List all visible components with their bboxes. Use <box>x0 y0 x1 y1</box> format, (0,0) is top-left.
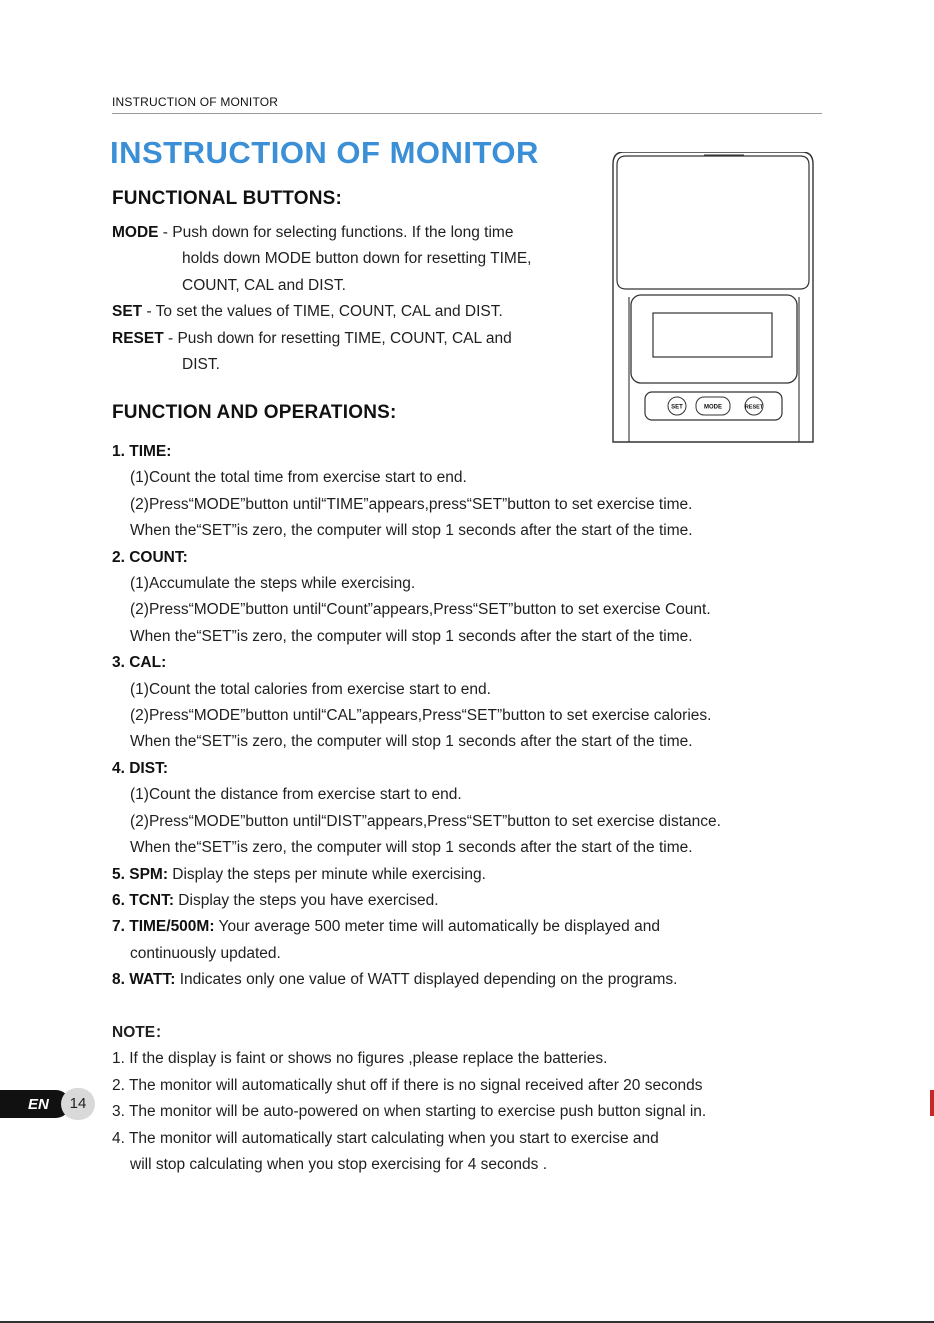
language-label: EN <box>28 1096 49 1113</box>
time500-item <box>112 914 721 940</box>
header-rule <box>112 113 822 114</box>
mode-label: MODE <box>112 224 159 241</box>
watt-label: 8. WATT: <box>112 971 176 989</box>
functional-buttons-list <box>112 220 532 378</box>
time500-label: 7. TIME/500M: <box>112 918 215 936</box>
note-item-4-cont: will stop calculating when you stop exercising for 4 seconds . <box>130 1156 547 1174</box>
cal-line-1: (1)Count the total calories from exercise start to end. <box>130 680 491 698</box>
note-item-2: 2. The monitor will automatically shut off if there is no signal received after 20 seconds <box>112 1076 703 1094</box>
running-head: INSTRUCTION OF MONITOR <box>112 95 279 109</box>
mode-description <box>112 220 532 246</box>
dist-line-1: (1)Count the distance from exercise start to end. <box>130 786 462 804</box>
set-label: SET <box>112 303 143 321</box>
reset-text-2: DIST. <box>182 356 220 374</box>
mode-text-1: - Push down for selecting functions. If the long time <box>158 224 514 241</box>
time-label: 1. TIME: <box>112 443 172 460</box>
mode-button-label: MODE <box>704 404 722 411</box>
dist-label: 4. DIST: <box>112 759 168 777</box>
dist-line-2: (2)Press“MODE”button until“DIST”appears,Press“SET”button to set exercise distance. <box>130 812 721 830</box>
dist-line-3: When the“SET”is zero, the computer will stop 1 seconds after the start of the time. <box>130 839 693 857</box>
reset-button-label: RESET <box>744 404 764 411</box>
function-operations-heading: FUNCTION AND OPERATIONS: <box>112 402 397 423</box>
reset-text-1: - Push down for resetting TIME, COUNT, CAL and <box>163 329 512 347</box>
spm-text: Display the steps per minute while exercising. <box>167 865 486 883</box>
cal-label: 3. CAL: <box>112 654 167 672</box>
set-description <box>112 299 532 325</box>
set-button-label: SET <box>671 404 683 411</box>
time-line-2: (2)Press“MODE”button until“TIME”appears,press“SET”button to set exercise time. <box>130 495 693 513</box>
edge-marker <box>930 1090 934 1116</box>
reset-description <box>112 326 532 352</box>
cal-line-3: When the“SET”is zero, the computer will stop 1 seconds after the start of the time. <box>130 733 693 751</box>
time500-text: Your average 500 meter time will automatically be displayed and <box>214 918 660 936</box>
count-line-1: (1)Accumulate the steps while exercising. <box>130 575 416 593</box>
mode-text-3: COUNT, CAL and DIST. <box>182 276 346 294</box>
set-text-1: - To set the values of TIME, COUNT, CAL and DIST. <box>142 303 503 321</box>
note-item-1: 1. If the display is faint or shows no figures ,please replace the batteries. <box>112 1050 608 1068</box>
functional-buttons-heading: FUNCTIONAL BUTTONS: <box>112 188 343 209</box>
count-line-2: (2)Press“MODE”button until“Count”appears,Press“SET”button to set exercise Count. <box>130 601 711 619</box>
count-line-3: When the“SET”is zero, the computer will stop 1 seconds after the start of the time. <box>130 627 693 645</box>
page-number: 14 <box>69 1095 87 1112</box>
tcnt-item <box>112 888 721 914</box>
note-item-3: 3. The monitor will be auto-powered on when starting to exercise push button signal in. <box>112 1103 707 1121</box>
cal-line-2: (2)Press“MODE”button until“CAL”appears,Press“SET”button to set exercise calories. <box>130 707 712 725</box>
watt-text: Indicates only one value of WATT displayed depending on the programs. <box>175 971 678 989</box>
count-label: 2. COUNT: <box>112 548 188 566</box>
spm-item <box>112 862 721 888</box>
page-tab <box>0 1088 96 1120</box>
note-item-4: 4. The monitor will automatically start calculating when you start to exercise and <box>112 1129 659 1147</box>
spm-label: 5. SPM: <box>112 865 168 883</box>
time-line-3: When the“SET”is zero, the computer will stop 1 seconds after the start of the time. <box>130 522 693 540</box>
function-operations-list <box>112 439 721 994</box>
page-title: INSTRUCTION OF MONITOR <box>110 135 539 170</box>
mode-text-2: holds down MODE button down for resetting TIME, <box>182 250 532 268</box>
reset-label: RESET <box>112 329 164 347</box>
tcnt-label: 6. TCNT: <box>112 891 174 909</box>
monitor-illustration <box>612 152 816 445</box>
time500-cont: continuously updated. <box>130 944 281 962</box>
watt-item <box>112 967 721 993</box>
note-heading: NOTE： <box>112 1024 171 1041</box>
tcnt-text: Display the steps you have exercised. <box>174 891 439 909</box>
time-line-1: (1)Count the total time from exercise start to end. <box>130 469 467 487</box>
note-section <box>112 1020 706 1178</box>
